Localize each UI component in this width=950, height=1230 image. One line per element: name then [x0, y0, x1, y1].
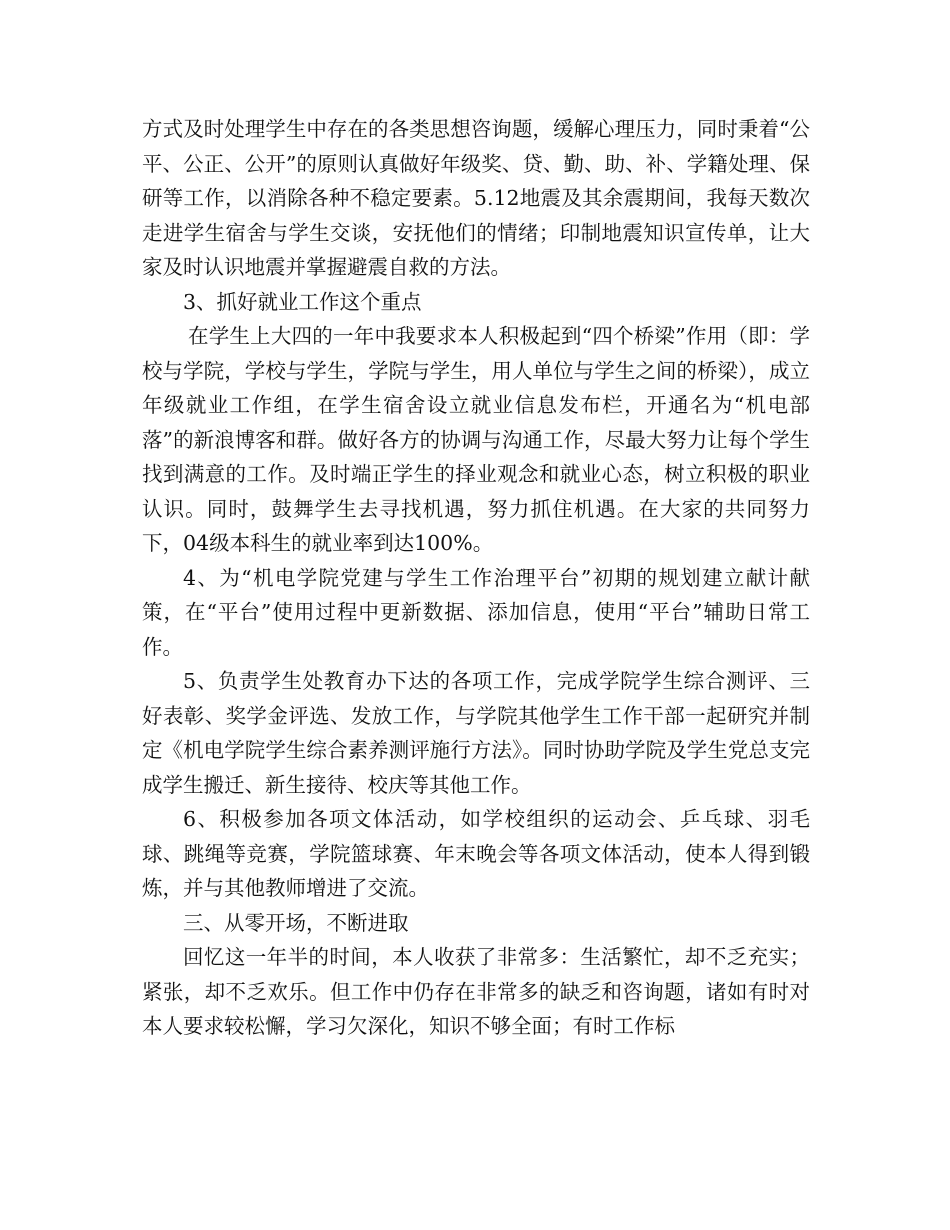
paragraph-2-heading: 3、抓好就业工作这个重点 — [183, 289, 422, 314]
paragraph-6: 6、积极参加各项文体活动，如学校组织的运动会、乒乓球、羽毛球、跳绳等竞赛，学院篮球赛、年末晚会等各项文体活动，使本人得到锻炼，并与其他教师增进了交流。 — [142, 807, 810, 900]
paragraph-5: 5、负责学生处教育办下达的各项工作，完成学院学生综合测评、三好表彰、奖学金评选、发放工作，与学院其他学生工作干部一起研究并制定《机电学院学生综合素养测评施行方法》。同时协助学院及学生党总支完成学生搬迁、新生接待、校庆等其他工作。 — [142, 669, 810, 797]
paragraph-1: 方式及时处理学生中存在的各类思想咨询题，缓解心理压力，同时秉着“公平、公正、公开”的原则认真做好年级奖、贷、勤、助、补、学籍处理、保研等工作，以消除各种不稳定要素。5.12地震及其余震期间，我每天数次走进学生宿舍与学生交谈，安抚他们的情绪；印制地震知识宣传单，让大家及时认识地震并掌握避震自救的方法。 — [142, 117, 810, 279]
document-body — [142, 112, 810, 1044]
paragraph-7-heading: 三、从零开场，不断进取 — [183, 910, 409, 935]
paragraph-8: 回忆这一年半的时间，本人收获了非常多：生活繁忙，却不乏充实；紧张，却不乏欢乐。但工作中仍存在非常多的缺乏和咨询题，诸如有时对本人要求较松懈，学习欠深化，知识不够全面；有时工作标 — [142, 945, 810, 1038]
paragraph-3: 在学生上大四的一年中我要求本人积极起到“四个桥梁”作用（即：学校与学院，学校与学生，学院与学生，用人单位与学生之间的桥梁），成立年级就业工作组，在学生宿舍设立就业信息发布栏，开通名为“机电部落”的新浪博客和群。做好各方的协调与沟通工作，尽最大努力让每个学生找到满意的工作。及时端正学生的择业观念和就业心态，树立积极的职业认识。同时，鼓舞学生去寻找机遇，努力抓住机遇。在大家的共同努力下，04级本科生的就业率到达100%。 — [142, 324, 810, 555]
paragraph-4: 4、为“机电学院党建与学生工作治理平台”初期的规划建立献计献策，在“平台”使用过程中更新数据、添加信息，使用“平台”辅助日常工作。 — [142, 565, 810, 659]
